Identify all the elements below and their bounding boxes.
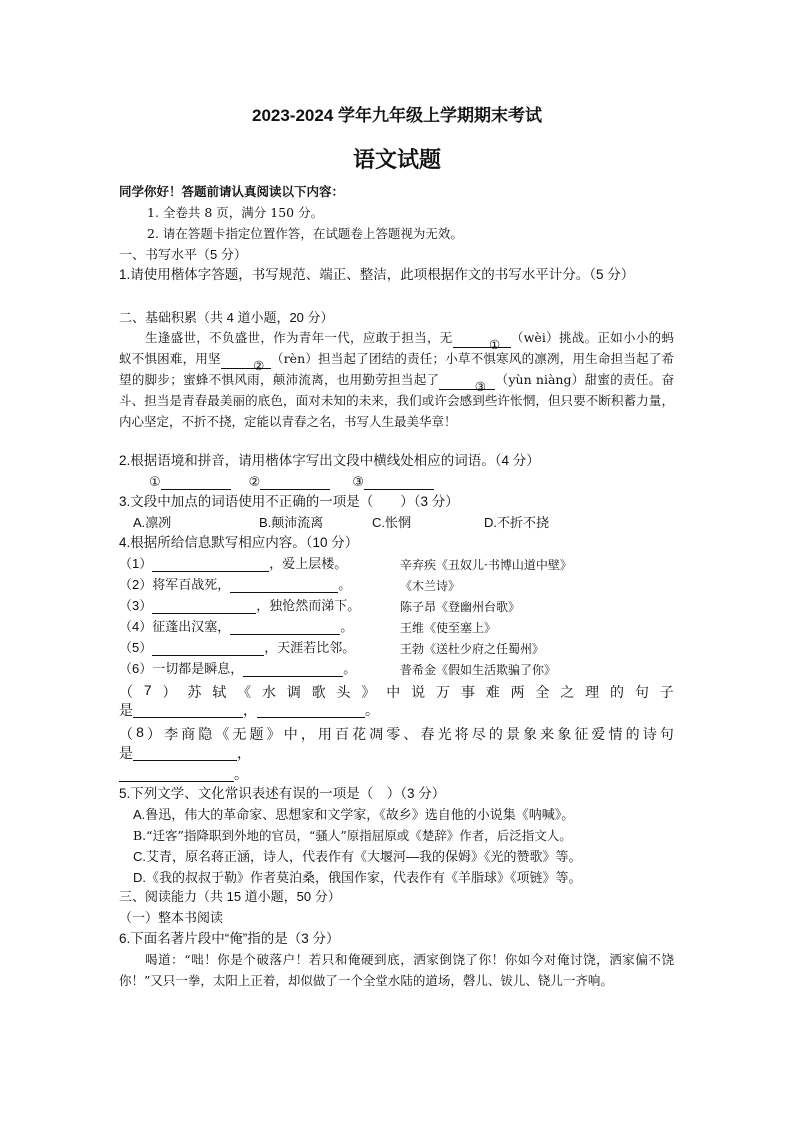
passage-blank-1: ①: [453, 334, 511, 348]
q4-source-3: 陈子昂《登幽州台歌》: [400, 600, 521, 614]
q3-option-a: A.凛冽: [133, 515, 172, 530]
question-4: 4.根据所给信息默写相应内容。（10 分）: [119, 535, 359, 550]
question-1: 1.请使用楷体字答题，书写规范、端正、整洁，此项根据作文的书写水平计分。（5 分）: [119, 267, 635, 282]
answer-line-1: [161, 476, 231, 490]
q4-source-1: 辛弃疾《丑奴儿·书博山道中壁》: [400, 558, 572, 572]
section-heading-writing: 一、书写水平（5 分）: [119, 247, 247, 262]
passage-text-4: （yùn niàng）甜蜜的责任。奋斗、担当是青春最美丽的底色，面对未知的未来，我们或许会感到些许怅惘，但只要不断积蓄力量，内心坚定，不折不挠，定能以青春之名，书写人生最美华章！: [119, 372, 674, 429]
question-5: 5.下列文学、文化常识表述有误的一项是（ ）（3 分）: [119, 786, 446, 801]
question-2-blanks: [149, 474, 434, 490]
q4-source-4: 王维《使至塞上》: [400, 621, 497, 635]
q3-option-d: D.不折不挠: [484, 515, 550, 530]
q6-excerpt: 喝道：“咄！你是个破落户！若只和俺硬到底，洒家倒饶了你！你如今对俺讨饶，洒家偏不饶你！”又只一拳，太阳上正着，却似做了一个全堂水陆的道场，磬儿、钹儿、铙儿一齐响。: [119, 952, 674, 988]
q4-source-2: 《木兰诗》: [400, 579, 461, 593]
answer-line-3: [364, 476, 434, 490]
notice-intro: 同学你好！答题前请认真阅读以下内容：: [119, 185, 345, 199]
passage-text-3: （rèn）担当起了团结的责任；小草不惧寒风的凛冽，用生命担当起了希望的脚步；蜜蜂不惧风雨，颠沛流离，也用勤劳担当起了: [119, 351, 674, 387]
q4-item-4: （4）征蓬出汉塞， 。: [119, 619, 354, 634]
q4-item-2: （2）将军百战死， 。: [119, 577, 352, 592]
q4-item-7: （ 7 ） 苏 轼 《 水 调 歌 头 》 中 说 万 事 难 两 全 之 理 的 句 子: [119, 682, 674, 700]
q5-option-c: C.艾青，原名蒋正涵，诗人，代表作有《大堰河—我的保姆》《光的赞歌》等。: [133, 849, 582, 864]
q4-item-6: （6）一切都是瞬息， 。: [119, 661, 357, 676]
question-6: 6.下面名著片段中“俺”指的是（3 分）: [119, 931, 340, 946]
q3-option-b: B.颠沛流离: [259, 515, 324, 530]
q4-item-5: （5） ，天涯若比邻。: [119, 640, 356, 655]
q4-source-6: 普希金《假如生活欺骗了你》: [400, 663, 557, 677]
q4-item-1: （1） ，爱上层楼。: [119, 556, 348, 571]
blank-label-1: ①: [149, 474, 161, 489]
reading-passage: [119, 327, 674, 432]
question-3: 3.文段中加点的词语使用不正确的一项是（ ）（3 分）: [119, 494, 459, 509]
section-heading-basics: 二、基础积累（共 4 道小题，20 分）: [119, 310, 334, 325]
q4-item-7-answer: 是 ， 。: [119, 702, 379, 718]
answer-line-2: [260, 476, 330, 490]
q4-item-8: （ 8 ） 李 商 隐 《 无 题 》 中 ， 用 百 花 凋 零 、 春 光 将 尽 的 景 象 来 象 征 爱 情 的 诗 句: [119, 724, 674, 742]
section-heading-reading: 三、阅读能力（共 15 道小题，50 分）: [119, 889, 341, 904]
passage-blank-2: ②: [221, 355, 271, 369]
q5-option-a: A.鲁迅，伟大的革命家、思想家和文学家，《故乡》选自他的小说集《呐喊》。: [133, 807, 575, 822]
q4-item-3: （3） ，独怆然而涕下。: [119, 598, 361, 613]
passage-blank-3: ③: [439, 376, 495, 390]
passage-text-2: （wèi）挑战。正如小小的蚂蚁不惧困难，用坚: [119, 330, 674, 366]
exam-subtitle: 语文试题: [352, 147, 441, 172]
blank-label-2: ②: [248, 474, 261, 489]
blank-label-3: ③: [352, 474, 364, 489]
q5-option-d: D.《我的叔叔于勒》作者莫泊桑，俄国作家，代表作有《羊脂球》《项链》等。: [133, 870, 582, 885]
q4-item-8-answer-1: 是 ，: [119, 745, 251, 761]
q4-item-8-answer-2: 。: [119, 766, 248, 782]
exam-title: 2023-2024 学年九年级上学期期末考试: [251, 106, 543, 125]
question-2: 2.根据语境和拼音，请用楷体字写出文段中横线处相应的词语。（4 分）: [119, 453, 540, 468]
notice-item-2: 2. 请在答题卡指定位置作答，在试题卷上答题视为无效。: [147, 226, 463, 241]
q4-source-5: 王勃《送杜少府之任蜀州》: [400, 642, 545, 656]
q3-option-c: C.怅惘: [372, 515, 412, 530]
notice-item-1: 1. 全卷共 8 页，满分 150 分。: [147, 205, 324, 220]
subsection-whole-book: （一）整本书阅读: [119, 910, 224, 925]
q5-option-b: B.“迁客”指降职到外地的官员，“骚人”原指屈原或《楚辞》作者，后泛指文人。: [133, 828, 572, 843]
passage-text-1: 生逢盛世，不负盛世，作为青年一代，应敢于担当，无: [145, 330, 453, 345]
